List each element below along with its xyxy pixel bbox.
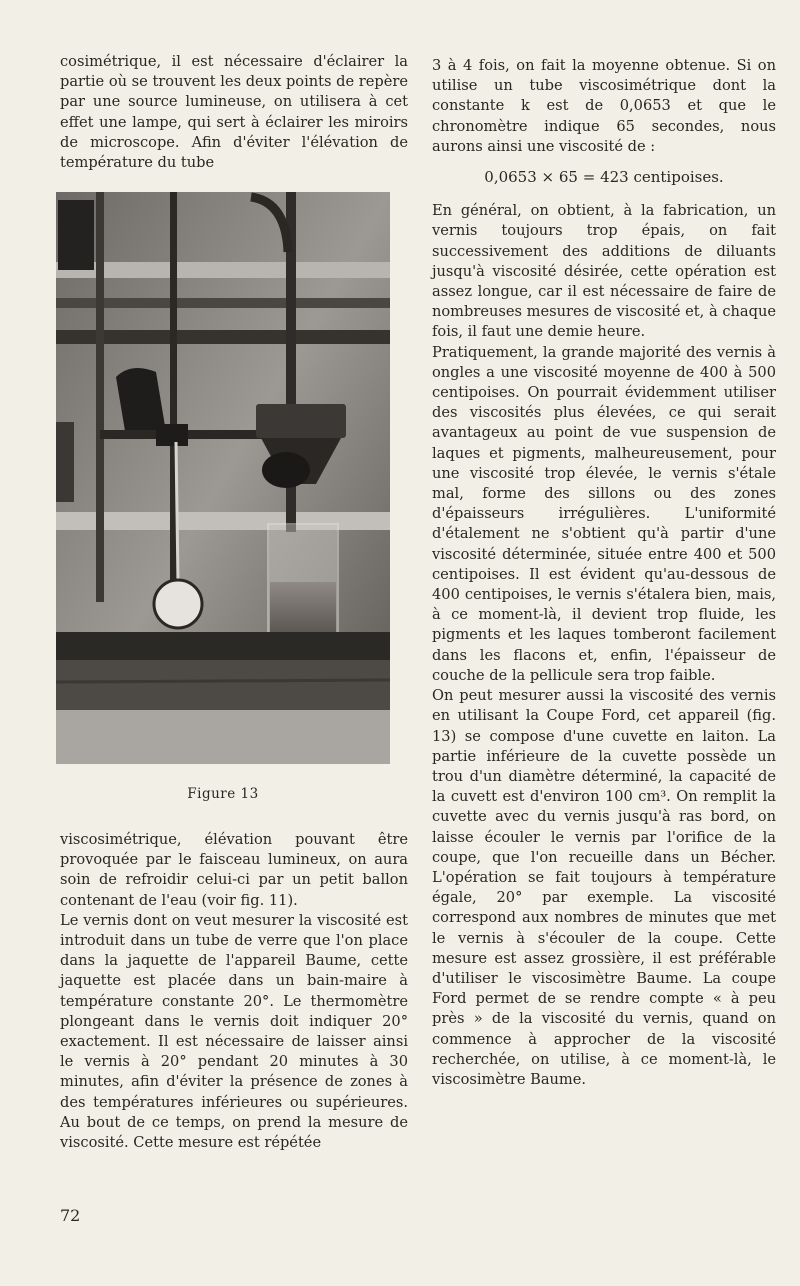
paragraph: Le vernis dont on veut mesurer la viscosité est introduit dans un tube de verre que l'on place dans la jaquette de l'appareil Baume, cette jaquette est placée dans un bain-maire à température constante 20°. Le thermomètre plongeant dans le vernis doit indiquer 20° exactement. Il est nécessaire de laisser ainsi le vernis à 20° pendant 20 minutes à 30 minutes, afin d'éviter la présence de zones à des températures inférieures ou supérieures. Au bout de ce temps, on prend la mesure de viscosité. Cette mesure est répétée (60, 911, 408, 1152)
paragraph: viscosimétrique, élévation pouvant être provoquée par le faisceau lumineux, on aura soin de refroidir celui-ci par un petit ballon contenant de l'eau (voir fig. 11). (60, 831, 408, 909)
ford-cup-apparatus-image (56, 192, 390, 764)
right-column (432, 56, 776, 1090)
figure-13-photo (56, 192, 390, 764)
left-column-bottom (60, 830, 408, 1153)
paragraph: En général, on obtient, à la fabrication, un vernis toujours trop épais, on fait successivement des additions de diluants jusqu'à viscosité désirée, cette opération est assez longue, car il est nécessaire de faire de nombreuses mesures de viscosité et, à chaque fois, il faut une demie heure. (432, 202, 776, 341)
page-number: 72 (60, 1206, 81, 1225)
paragraph: Pratiquement, la grande majorité des vernis à ongles a une viscosité moyenne de 400 à 500 centipoises. On pourrait évidemment utiliser des viscosités plus élevées, ce qui serait avantageux au point de vue suspension de laques et pigments, malheureusement, pour une viscosité trop élevée, le vernis s'étale mal, forme des sillons ou des zones d'épaisseurs irrégulières. L'uniformité d'étalement ne s'obtient qu'à partir d'une viscosité déterminée, située entre 400 et 500 centipoises. Il est évident qu'au-dessous de 400 centipoises, le vernis s'étalera bien, mais, à ce moment-là, il devient trop fluide, les pigments et les laques tomberont facilement dans les flacons et, enfin, l'épaisseur de couche de la pellicule sera trop faible. (432, 343, 776, 684)
paragraph: cosimétrique, il est nécessaire d'éclairer la partie où se trouvent les deux points de repère par une source lumineuse, on utilisera à cet effet une lampe, qui sert à éclairer les miroirs de microscope. Afin d'éviter l'élévation de température du tube (60, 53, 408, 172)
paragraph: On peut mesurer aussi la viscosité des vernis en utilisant la Coupe Ford, cet appareil (fig. 13) se compose d'une cuvette en laiton. La partie inférieure de la cuvette possède un trou d'un diamètre déterminé, la capacité de la cuvett est d'environ 100 cm³. On remplit la cuvette avec du vernis jusqu'à ras bord, on laisse écouler le vernis par l'orifice de la coupe, que l'on recueille dans un Bécher. L'opération se fait toujours à température égale, 20° par exemple. La viscosité correspond aux nombres de minutes que met le vernis à s'écouler de la coupe. Cette mesure est assez grossière, il est préférable d'utiliser le viscosimètre Baume. La coupe Ford permet de se rendre compte « à peu près » de la viscosité du vernis, quand on commence à approcher de la viscosité recherchée, on utilise, à ce moment-là, le viscosimètre Baume. (432, 687, 776, 1088)
left-column-top (60, 52, 408, 173)
paragraph: 3 à 4 fois, on fait la moyenne obtenue. Si on utilise un tube viscosimétrique dont la constante k est de 0,0653 et que le chronomètre indique 65 secondes, nous aurons ainsi une viscosité de : (432, 57, 776, 155)
figure-caption: Figure 13 (187, 786, 259, 802)
viscosity-formula: 0,0653 × 65 = 423 centipoises. (484, 168, 724, 187)
